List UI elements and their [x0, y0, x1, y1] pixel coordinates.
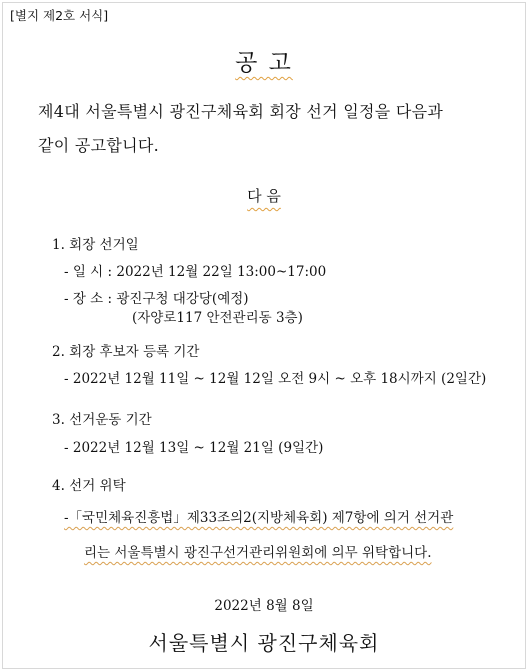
section-4-heading: 4. 선거 위탁	[52, 478, 126, 494]
section-2-line-1: - 2022년 12월 11일 ~ 12월 12일 오전 9시 ~ 오후 18시까지 (2일간)	[64, 371, 487, 387]
section-1-heading: 1. 회장 선거일	[52, 237, 139, 253]
dda-heading-text: 다 음	[247, 187, 281, 205]
section-1-line-2: - 장 소 : 광진구청 대강당(예정)	[64, 291, 249, 307]
notice-title-text: 공 고	[235, 50, 293, 76]
section-3-line-1: - 2022년 12월 13일 ~ 12월 21일 (9일간)	[64, 440, 324, 456]
notice-title	[0, 44, 528, 77]
form-label: [별지 제2호 서식]	[10, 8, 109, 23]
section-2-heading: 2. 회장 후보자 등록 기간	[52, 344, 200, 360]
intro-line-2: 같이 공고합니다.	[38, 136, 160, 155]
section-1-line-1: - 일 시 : 2022년 12월 22일 13:00~17:00	[64, 264, 327, 280]
section-1-line-3: (자양로117 안전관리동 3층)	[132, 310, 303, 326]
notice-date: 2022년 8월 8일	[214, 598, 314, 614]
dda-heading	[0, 185, 528, 206]
section-3-heading: 3. 선거운동 기간	[52, 412, 152, 428]
section-4-line-1: -「국민체육진흥법」제33조의2(지방체육회) 제7항에 의거 선거관	[64, 510, 454, 526]
section-4-line-2: 리는 서울특별시 광진구선거관리위원회에 의무 위탁합니다.	[84, 545, 432, 561]
organization-name: 서울특별시 광진구체육회	[148, 631, 380, 655]
intro-line-1: 제4대 서울특별시 광진구체육회 회장 선거 일정을 다음과	[38, 102, 444, 121]
